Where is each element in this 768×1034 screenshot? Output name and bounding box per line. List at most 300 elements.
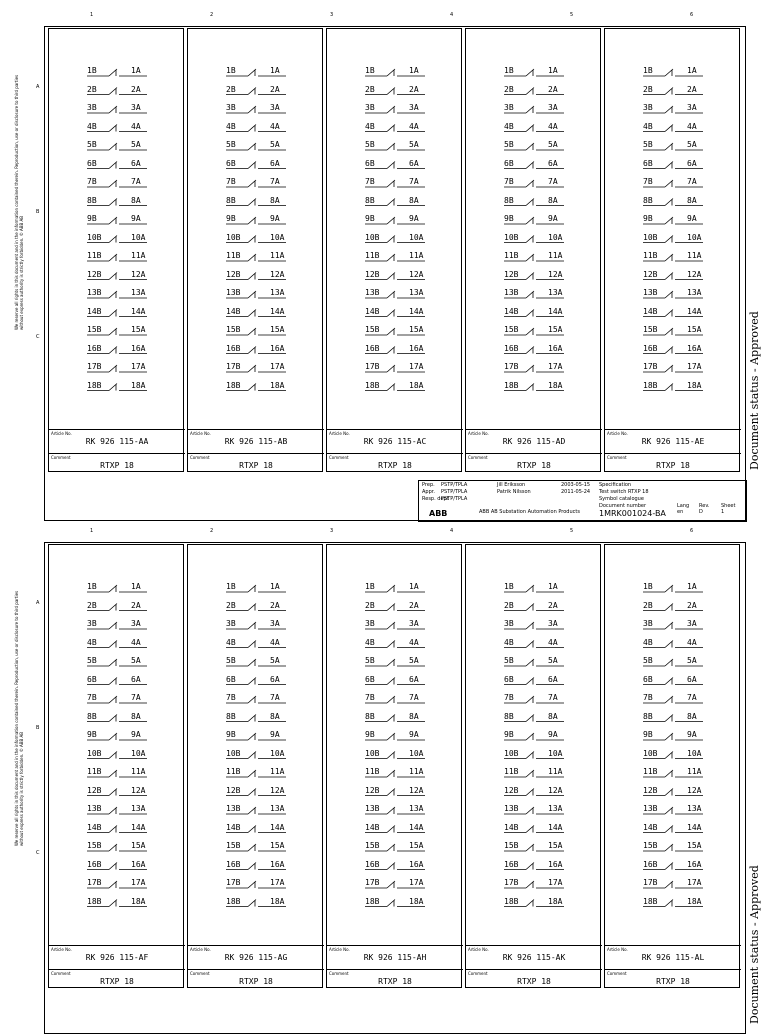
terminal-label-a: 13A bbox=[687, 288, 702, 297]
terminal-label-a: 4A bbox=[270, 121, 280, 131]
terminal-label-a: 3A bbox=[687, 103, 697, 112]
terminal-label-a: 16A bbox=[548, 343, 563, 353]
terminal-label-a: 15A bbox=[548, 325, 563, 334]
terminal-label-b: 10B bbox=[226, 748, 241, 758]
terminal-label-a: 2A bbox=[270, 84, 280, 94]
terminal-label-b: 1B bbox=[87, 582, 97, 591]
title-block-logo: ABB bbox=[429, 509, 448, 518]
article-block bbox=[49, 945, 185, 965]
title-block-company: ABB AB Substation Automation Products bbox=[479, 509, 580, 515]
article-block bbox=[466, 945, 602, 965]
terminal-label-a: 1A bbox=[409, 66, 419, 75]
title-block-prep-dept: PSTP/TPLA bbox=[441, 482, 468, 488]
terminal-label-a: 4A bbox=[270, 637, 280, 647]
terminal-label-a: 18A bbox=[131, 380, 146, 390]
terminal-label-b: 3B bbox=[226, 103, 236, 112]
terminal-label-b: 2B bbox=[643, 84, 653, 94]
terminal-label-b: 1B bbox=[226, 66, 236, 75]
terminal-label-a: 9A bbox=[270, 730, 280, 739]
comment-label: Comment bbox=[607, 971, 627, 976]
terminal-label-b: 18B bbox=[226, 896, 241, 906]
switch-symbol-drawing bbox=[327, 29, 463, 429]
article-no-value: RK 926 115-AH bbox=[363, 953, 427, 962]
terminal-label-a: 7A bbox=[548, 693, 558, 702]
switch-panel bbox=[604, 544, 740, 988]
terminal-label-a: 5A bbox=[409, 656, 419, 665]
article-no-value: RK 926 115-AF bbox=[85, 953, 149, 962]
terminal-label-a: 14A bbox=[687, 822, 702, 832]
comment-label: Comment bbox=[190, 455, 210, 460]
terminal-label-a: 13A bbox=[270, 288, 285, 297]
terminal-label-a: 13A bbox=[548, 804, 563, 813]
comment-label: Comment bbox=[51, 455, 71, 460]
switch-panel bbox=[465, 544, 601, 988]
terminal-label-a: 6A bbox=[270, 674, 280, 684]
terminal-label-a: 9A bbox=[409, 214, 419, 223]
terminal-label-a: 16A bbox=[409, 859, 424, 869]
terminal-label-a: 11A bbox=[409, 767, 424, 776]
article-block bbox=[327, 429, 463, 449]
terminal-label-a: 7A bbox=[270, 693, 280, 702]
terminal-label-a: 12A bbox=[687, 269, 702, 279]
terminal-label-a: 3A bbox=[270, 619, 280, 628]
terminal-label-b: 17B bbox=[87, 878, 102, 887]
terminal-label-a: 17A bbox=[270, 878, 285, 887]
terminal-label-a: 17A bbox=[548, 362, 563, 371]
terminal-label-b: 15B bbox=[87, 841, 102, 850]
title-block-rev: D bbox=[699, 509, 703, 515]
article-no-label: Article No. bbox=[190, 947, 211, 952]
terminal-label-b: 7B bbox=[365, 693, 375, 702]
terminal-label-b: 15B bbox=[226, 841, 241, 850]
terminal-label-a: 15A bbox=[409, 841, 424, 850]
document-status: Document status - Approved bbox=[748, 311, 761, 470]
comment-label: Comment bbox=[190, 971, 210, 976]
terminal-label-b: 11B bbox=[504, 767, 519, 776]
terminal-label-a: 10A bbox=[548, 748, 563, 758]
title-block-appr-name: Patrik Nilsson bbox=[497, 489, 531, 495]
terminal-label-a: 10A bbox=[687, 748, 702, 758]
terminal-label-b: 9B bbox=[504, 730, 514, 739]
terminal-label-b: 11B bbox=[504, 251, 519, 260]
terminal-label-a: 2A bbox=[131, 84, 141, 94]
terminal-label-b: 2B bbox=[643, 600, 653, 610]
zone-number: 5 bbox=[570, 12, 574, 18]
article-block bbox=[605, 429, 741, 449]
terminal-label-b: 11B bbox=[87, 767, 102, 776]
title-block-doc-no-label: Document number bbox=[599, 503, 647, 509]
switch-symbol-drawing bbox=[49, 29, 185, 429]
zone-number: 1 bbox=[90, 12, 94, 18]
terminal-label-a: 5A bbox=[270, 140, 280, 149]
terminal-label-b: 14B bbox=[365, 306, 380, 316]
terminal-label-b: 3B bbox=[87, 103, 97, 112]
terminal-label-b: 4B bbox=[87, 637, 97, 647]
terminal-label-a: 13A bbox=[409, 288, 424, 297]
terminal-label-b: 9B bbox=[87, 730, 97, 739]
terminal-label-b: 5B bbox=[365, 140, 375, 149]
terminal-label-b: 18B bbox=[504, 380, 519, 390]
terminal-label-b: 7B bbox=[504, 693, 514, 702]
terminal-label-b: 2B bbox=[87, 600, 97, 610]
terminal-label-b: 12B bbox=[226, 785, 241, 795]
terminal-label-a: 12A bbox=[409, 269, 424, 279]
terminal-label-a: 17A bbox=[409, 362, 424, 371]
terminal-label-a: 16A bbox=[687, 859, 702, 869]
terminal-label-a: 8A bbox=[270, 195, 280, 205]
zone-number: 2 bbox=[210, 12, 214, 18]
terminal-label-b: 6B bbox=[226, 674, 236, 684]
zone-number: 3 bbox=[330, 12, 334, 18]
comment-label: Comment bbox=[468, 455, 488, 460]
terminal-label-a: 11A bbox=[548, 767, 563, 776]
terminal-label-a: 2A bbox=[548, 84, 558, 94]
terminal-label-b: 4B bbox=[504, 121, 514, 131]
terminal-label-a: 1A bbox=[548, 66, 558, 75]
terminal-label-a: 17A bbox=[687, 878, 702, 887]
switch-symbol-drawing bbox=[605, 545, 741, 945]
terminal-label-a: 12A bbox=[409, 785, 424, 795]
terminal-label-a: 2A bbox=[687, 84, 697, 94]
article-no-value: RK 926 115-AE bbox=[641, 437, 705, 446]
terminal-label-b: 11B bbox=[643, 767, 658, 776]
terminal-label-b: 18B bbox=[643, 896, 658, 906]
terminal-label-a: 18A bbox=[409, 380, 424, 390]
terminal-label-b: 4B bbox=[87, 121, 97, 131]
terminal-label-a: 4A bbox=[131, 121, 141, 131]
terminal-label-b: 5B bbox=[87, 656, 97, 665]
terminal-label-a: 8A bbox=[131, 195, 141, 205]
terminal-label-b: 17B bbox=[87, 362, 102, 371]
terminal-label-b: 5B bbox=[504, 656, 514, 665]
terminal-label-a: 2A bbox=[548, 600, 558, 610]
terminal-label-a: 13A bbox=[270, 804, 285, 813]
terminal-label-b: 14B bbox=[365, 822, 380, 832]
terminal-label-b: 8B bbox=[87, 195, 97, 205]
terminal-label-a: 13A bbox=[687, 804, 702, 813]
terminal-label-a: 3A bbox=[409, 103, 419, 112]
terminal-label-b: 8B bbox=[643, 711, 653, 721]
terminal-label-a: 4A bbox=[687, 637, 697, 647]
terminal-label-b: 1B bbox=[226, 582, 236, 591]
title-block-sheet-label: Sheet bbox=[721, 503, 736, 509]
terminal-label-b: 7B bbox=[504, 177, 514, 186]
terminal-label-a: 9A bbox=[548, 214, 558, 223]
terminal-label-a: 12A bbox=[131, 785, 146, 795]
terminal-label-b: 7B bbox=[226, 693, 236, 702]
terminal-label-b: 2B bbox=[87, 84, 97, 94]
terminal-label-b: 11B bbox=[226, 251, 241, 260]
terminal-label-b: 14B bbox=[226, 822, 241, 832]
terminal-label-b: 10B bbox=[87, 748, 102, 758]
terminal-label-a: 8A bbox=[131, 711, 141, 721]
terminal-label-b: 6B bbox=[504, 674, 514, 684]
switch-panel bbox=[187, 544, 323, 988]
terminal-label-b: 7B bbox=[87, 177, 97, 186]
terminal-label-b: 10B bbox=[643, 748, 658, 758]
title-block-resp-label: Resp. dept bbox=[422, 496, 449, 502]
terminal-label-a: 4A bbox=[409, 637, 419, 647]
terminal-label-b: 7B bbox=[87, 693, 97, 702]
comment-block bbox=[327, 969, 463, 989]
terminal-label-b: 4B bbox=[504, 637, 514, 647]
terminal-label-b: 10B bbox=[504, 232, 519, 242]
terminal-label-a: 2A bbox=[409, 84, 419, 94]
terminal-label-a: 13A bbox=[548, 288, 563, 297]
switch-panel bbox=[326, 544, 462, 988]
switch-symbol-drawing bbox=[466, 545, 602, 945]
terminal-label-b: 12B bbox=[365, 785, 380, 795]
terminal-label-a: 15A bbox=[131, 325, 146, 334]
terminal-label-a: 5A bbox=[131, 656, 141, 665]
comment-value: RTXP 18 bbox=[378, 461, 412, 470]
terminal-label-a: 17A bbox=[131, 362, 146, 371]
terminal-label-b: 16B bbox=[643, 859, 658, 869]
terminal-label-a: 6A bbox=[131, 158, 141, 168]
terminal-label-a: 11A bbox=[270, 767, 285, 776]
terminal-label-a: 2A bbox=[409, 600, 419, 610]
comment-value: RTXP 18 bbox=[100, 977, 134, 986]
terminal-label-a: 2A bbox=[131, 600, 141, 610]
zone-number: 6 bbox=[690, 12, 694, 18]
terminal-label-b: 1B bbox=[365, 582, 375, 591]
article-no-label: Article No. bbox=[190, 431, 211, 436]
terminal-label-b: 12B bbox=[365, 269, 380, 279]
comment-label: Comment bbox=[329, 455, 349, 460]
comment-block bbox=[49, 969, 185, 989]
terminal-label-a: 6A bbox=[687, 674, 697, 684]
terminal-label-a: 10A bbox=[270, 748, 285, 758]
terminal-label-b: 12B bbox=[643, 785, 658, 795]
terminal-label-a: 14A bbox=[687, 306, 702, 316]
terminal-label-b: 3B bbox=[504, 103, 514, 112]
terminal-label-a: 12A bbox=[270, 785, 285, 795]
title-block-prep-name: Jill Eriksson bbox=[497, 482, 526, 488]
terminal-label-b: 3B bbox=[365, 619, 375, 628]
terminal-label-b: 13B bbox=[226, 288, 241, 297]
terminal-label-a: 1A bbox=[131, 582, 141, 591]
terminal-label-b: 11B bbox=[643, 251, 658, 260]
zone-number: 6 bbox=[690, 528, 694, 534]
terminal-label-b: 15B bbox=[643, 325, 658, 334]
article-block bbox=[605, 945, 741, 965]
switch-symbol-drawing bbox=[49, 545, 185, 945]
title-block-lang: en bbox=[677, 509, 684, 515]
comment-value: RTXP 18 bbox=[656, 461, 690, 470]
terminal-label-a: 8A bbox=[409, 711, 419, 721]
terminal-label-b: 16B bbox=[226, 343, 241, 353]
terminal-label-a: 5A bbox=[687, 140, 697, 149]
zone-number: 1 bbox=[90, 528, 94, 534]
article-no-value: RK 926 115-AB bbox=[224, 437, 288, 446]
terminal-label-b: 15B bbox=[226, 325, 241, 334]
terminal-label-b: 6B bbox=[504, 158, 514, 168]
terminal-label-b: 3B bbox=[504, 619, 514, 628]
terminal-label-b: 5B bbox=[643, 140, 653, 149]
terminal-label-a: 6A bbox=[409, 674, 419, 684]
terminal-label-b: 12B bbox=[643, 269, 658, 279]
terminal-label-b: 14B bbox=[87, 306, 102, 316]
terminal-label-a: 6A bbox=[548, 674, 558, 684]
terminal-label-b: 2B bbox=[365, 84, 375, 94]
terminal-label-b: 7B bbox=[226, 177, 236, 186]
article-no-label: Article No. bbox=[468, 947, 489, 952]
title-block-prep-date: 2003-05-15 bbox=[561, 482, 591, 488]
terminal-label-b: 13B bbox=[226, 804, 241, 813]
terminal-label-a: 4A bbox=[548, 121, 558, 131]
terminal-label-a: 11A bbox=[687, 767, 702, 776]
terminal-label-a: 11A bbox=[409, 251, 424, 260]
terminal-label-a: 3A bbox=[131, 103, 141, 112]
terminal-label-b: 13B bbox=[365, 288, 380, 297]
terminal-label-b: 9B bbox=[365, 730, 375, 739]
article-no-label: Article No. bbox=[51, 947, 72, 952]
terminal-label-b: 6B bbox=[365, 158, 375, 168]
terminal-label-b: 12B bbox=[87, 269, 102, 279]
drawing-sheet bbox=[0, 516, 768, 1024]
terminal-label-a: 17A bbox=[270, 362, 285, 371]
terminal-label-b: 10B bbox=[504, 748, 519, 758]
terminal-label-a: 6A bbox=[131, 674, 141, 684]
terminal-label-b: 13B bbox=[504, 288, 519, 297]
terminal-label-b: 14B bbox=[643, 306, 658, 316]
terminal-label-b: 16B bbox=[365, 343, 380, 353]
terminal-label-a: 14A bbox=[548, 306, 563, 316]
switch-panel bbox=[48, 28, 184, 472]
terminal-label-b: 5B bbox=[504, 140, 514, 149]
terminal-label-a: 18A bbox=[270, 380, 285, 390]
terminal-label-b: 13B bbox=[643, 288, 658, 297]
terminal-label-b: 3B bbox=[226, 619, 236, 628]
terminal-label-a: 8A bbox=[409, 195, 419, 205]
terminal-label-a: 17A bbox=[131, 878, 146, 887]
article-no-value: RK 926 115-AD bbox=[502, 437, 566, 446]
terminal-label-b: 14B bbox=[504, 306, 519, 316]
terminal-label-b: 15B bbox=[643, 841, 658, 850]
terminal-label-a: 6A bbox=[548, 158, 558, 168]
terminal-label-b: 1B bbox=[365, 66, 375, 75]
terminal-label-a: 10A bbox=[131, 748, 146, 758]
switch-panel bbox=[48, 544, 184, 988]
terminal-label-a: 11A bbox=[270, 251, 285, 260]
terminal-label-a: 16A bbox=[548, 859, 563, 869]
terminal-label-b: 1B bbox=[87, 66, 97, 75]
terminal-label-b: 4B bbox=[226, 121, 236, 131]
zone-number: 4 bbox=[450, 528, 454, 534]
terminal-label-b: 4B bbox=[365, 121, 375, 131]
terminal-label-a: 4A bbox=[409, 121, 419, 131]
comment-value: RTXP 18 bbox=[517, 977, 551, 986]
terminal-label-a: 7A bbox=[131, 177, 141, 186]
terminal-label-a: 9A bbox=[687, 730, 697, 739]
terminal-label-b: 16B bbox=[504, 859, 519, 869]
terminal-label-a: 7A bbox=[131, 693, 141, 702]
terminal-label-b: 15B bbox=[365, 325, 380, 334]
comment-label: Comment bbox=[607, 455, 627, 460]
zone-letter: B bbox=[36, 209, 40, 215]
terminal-label-b: 6B bbox=[365, 674, 375, 684]
terminal-label-b: 16B bbox=[504, 343, 519, 353]
article-no-label: Article No. bbox=[51, 431, 72, 436]
terminal-label-b: 17B bbox=[365, 362, 380, 371]
terminal-label-b: 5B bbox=[365, 656, 375, 665]
terminal-label-b: 8B bbox=[504, 195, 514, 205]
switch-symbol-drawing bbox=[466, 29, 602, 429]
title-block-appr-date: 2011-05-24 bbox=[561, 489, 591, 495]
terminal-label-a: 3A bbox=[548, 103, 558, 112]
terminal-label-b: 10B bbox=[226, 232, 241, 242]
terminal-label-b: 9B bbox=[226, 730, 236, 739]
terminal-label-b: 5B bbox=[226, 140, 236, 149]
terminal-label-b: 9B bbox=[365, 214, 375, 223]
title-block-doc-type: Specification bbox=[599, 482, 632, 488]
terminal-label-b: 4B bbox=[643, 121, 653, 131]
terminal-label-b: 16B bbox=[226, 859, 241, 869]
terminal-label-a: 16A bbox=[270, 343, 285, 353]
terminal-label-a: 10A bbox=[409, 232, 424, 242]
terminal-label-a: 8A bbox=[687, 711, 697, 721]
terminal-label-a: 15A bbox=[548, 841, 563, 850]
terminal-label-a: 5A bbox=[131, 140, 141, 149]
terminal-label-a: 3A bbox=[548, 619, 558, 628]
terminal-label-b: 3B bbox=[365, 103, 375, 112]
terminal-label-b: 5B bbox=[87, 140, 97, 149]
comment-block bbox=[188, 969, 324, 989]
terminal-label-a: 10A bbox=[131, 232, 146, 242]
terminal-label-a: 5A bbox=[548, 140, 558, 149]
terminal-label-b: 4B bbox=[643, 637, 653, 647]
terminal-label-b: 12B bbox=[87, 785, 102, 795]
terminal-label-a: 15A bbox=[131, 841, 146, 850]
terminal-label-b: 8B bbox=[226, 711, 236, 721]
zone-letter: C bbox=[36, 850, 40, 856]
terminal-label-a: 2A bbox=[270, 600, 280, 610]
article-no-value: RK 926 115-AA bbox=[85, 437, 149, 446]
terminal-label-b: 2B bbox=[226, 600, 236, 610]
terminal-label-a: 17A bbox=[548, 878, 563, 887]
terminal-label-b: 12B bbox=[226, 269, 241, 279]
article-no-value: RK 926 115-AC bbox=[363, 437, 427, 446]
terminal-label-a: 7A bbox=[548, 177, 558, 186]
terminal-label-b: 8B bbox=[365, 711, 375, 721]
terminal-label-b: 5B bbox=[643, 656, 653, 665]
terminal-label-a: 16A bbox=[270, 859, 285, 869]
terminal-label-b: 11B bbox=[226, 767, 241, 776]
terminal-label-b: 3B bbox=[643, 103, 653, 112]
article-block bbox=[188, 945, 324, 965]
comment-value: RTXP 18 bbox=[239, 977, 273, 986]
terminal-label-a: 1A bbox=[270, 582, 280, 591]
terminal-label-b: 6B bbox=[643, 158, 653, 168]
terminal-label-a: 16A bbox=[131, 859, 146, 869]
terminal-label-a: 3A bbox=[270, 103, 280, 112]
terminal-label-a: 13A bbox=[131, 804, 146, 813]
terminal-label-a: 18A bbox=[687, 380, 702, 390]
terminal-label-a: 14A bbox=[409, 306, 424, 316]
terminal-label-a: 10A bbox=[409, 748, 424, 758]
terminal-label-b: 8B bbox=[226, 195, 236, 205]
terminal-label-a: 11A bbox=[687, 251, 702, 260]
terminal-label-b: 4B bbox=[226, 637, 236, 647]
terminal-label-b: 9B bbox=[643, 214, 653, 223]
terminal-label-a: 9A bbox=[270, 214, 280, 223]
terminal-label-b: 10B bbox=[365, 232, 380, 242]
terminal-label-b: 2B bbox=[226, 84, 236, 94]
terminal-label-a: 8A bbox=[548, 711, 558, 721]
article-no-label: Article No. bbox=[468, 431, 489, 436]
terminal-label-b: 17B bbox=[226, 362, 241, 371]
terminal-label-a: 5A bbox=[687, 656, 697, 665]
